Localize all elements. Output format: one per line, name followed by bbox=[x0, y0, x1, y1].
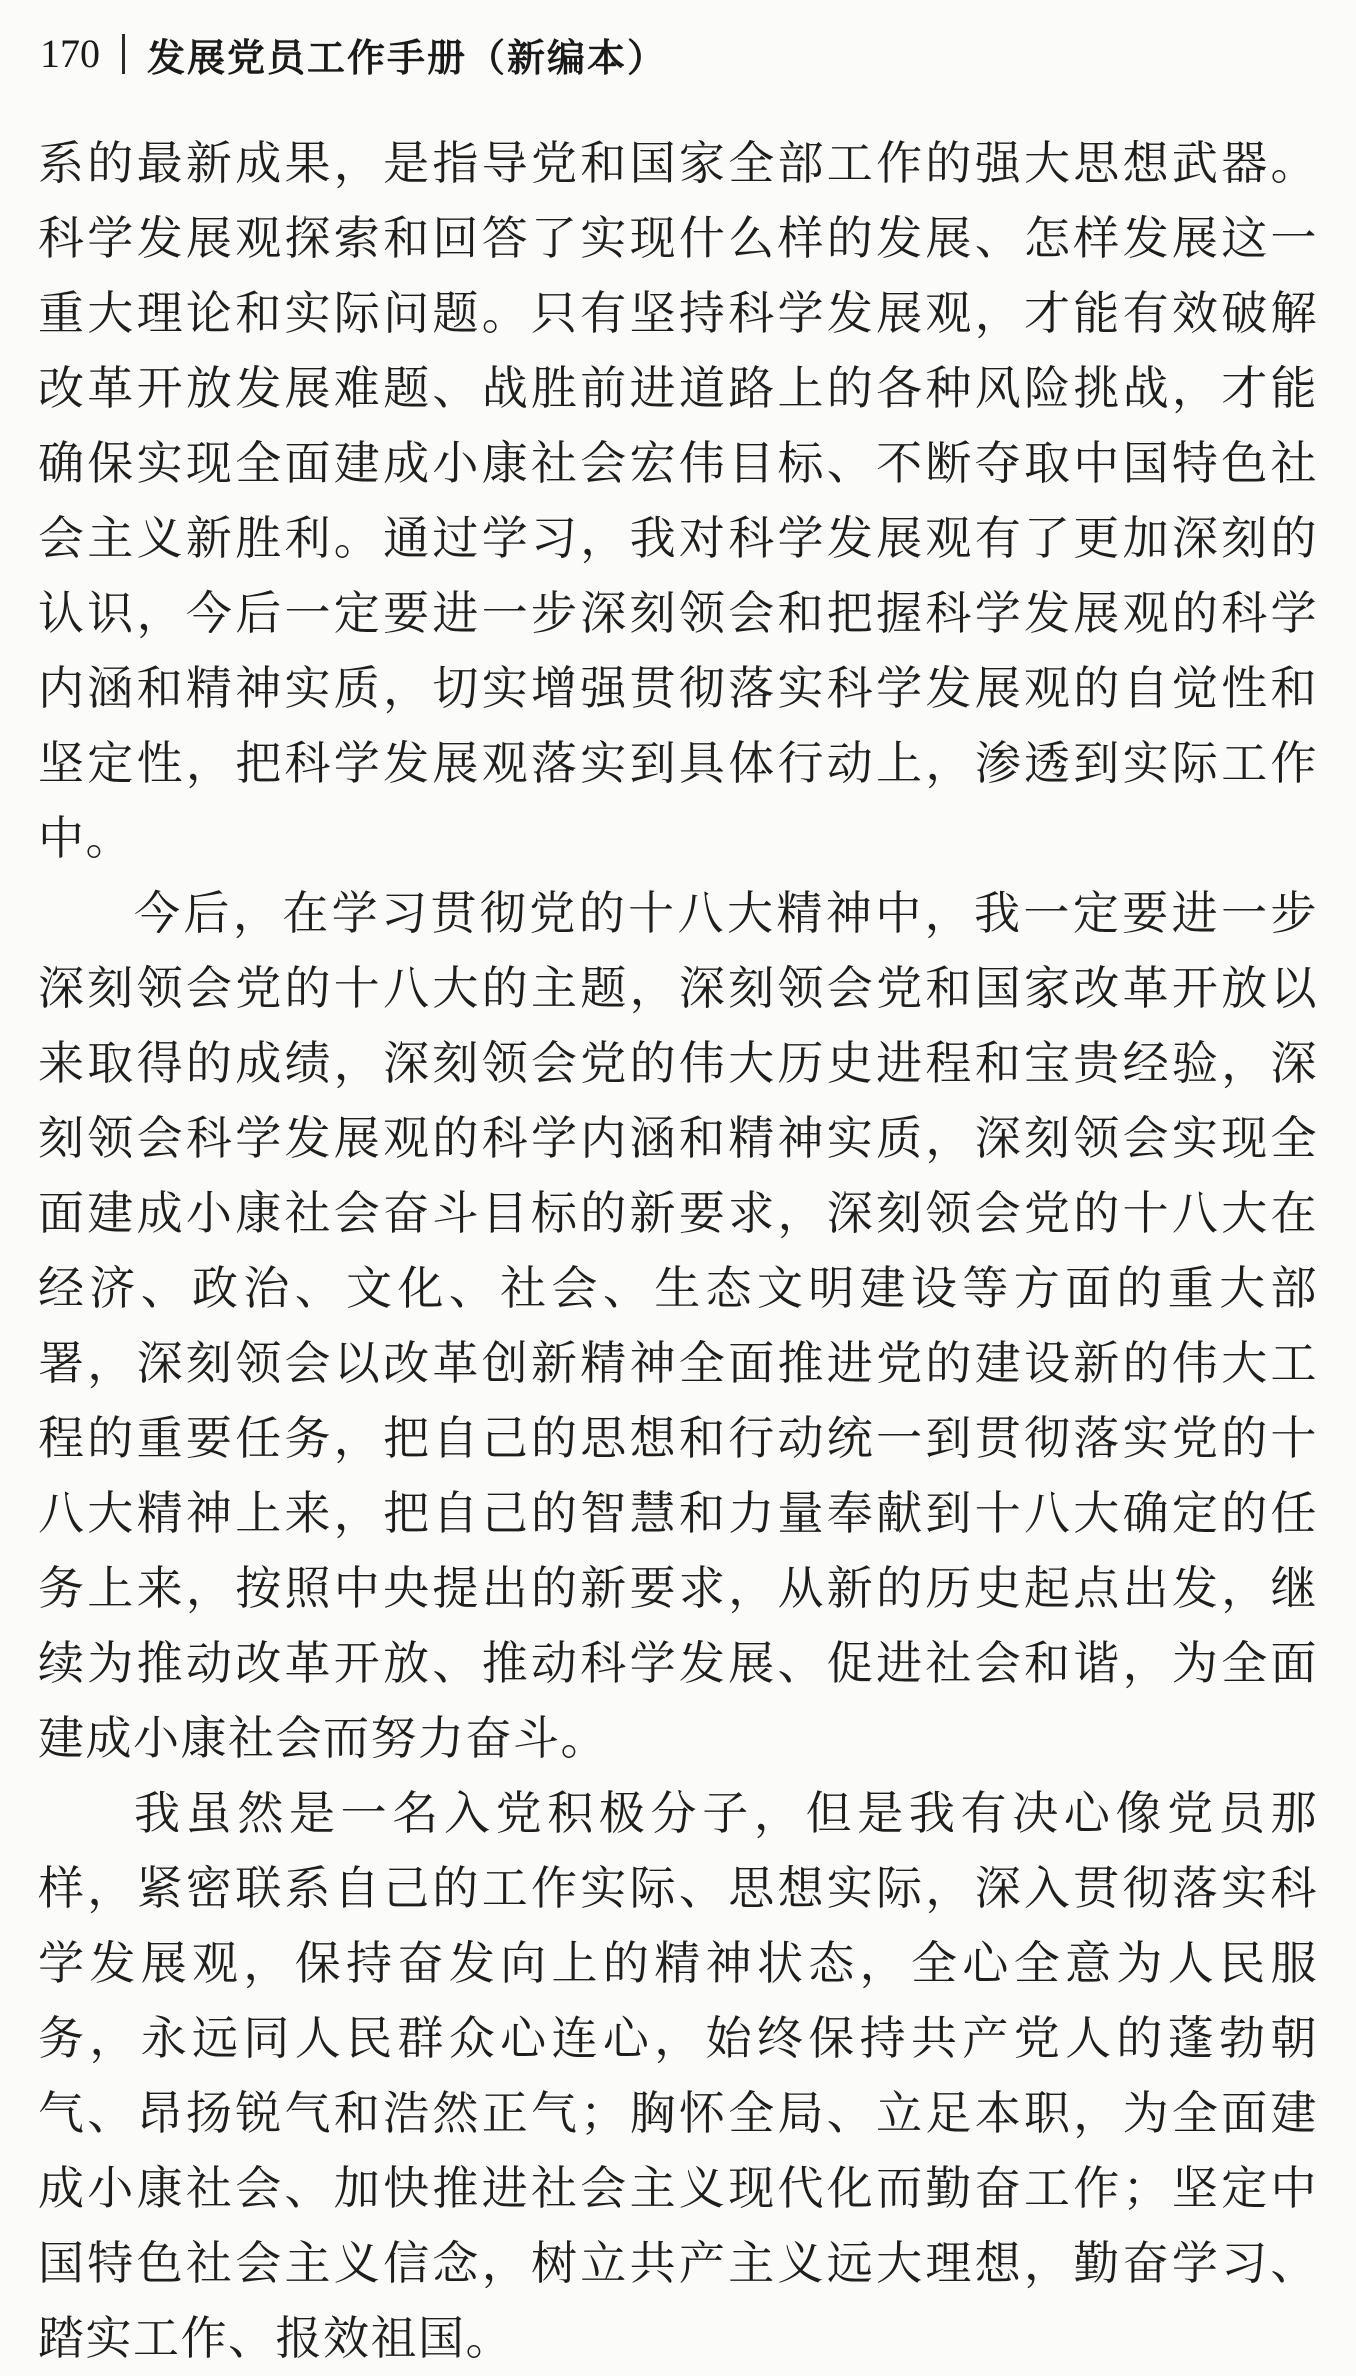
header-divider bbox=[122, 34, 125, 74]
paragraph-continued: 系的最新成果，是指导党和国家全部工作的强大思想武器。科学发展观探索和回答了实现什么样的发展、怎样发展这一重大理论和实际问题。只有坚持科学发展观，才能有效破解改革开放发展难题、战胜前进道路上的各种风险挑战，才能确保实现全面建成小康社会宏伟目标、不断夺取中国特色社会主义新胜利。通过学习，我对科学发展观有了更加深刻的认识，今后一定要进一步深刻领会和把握科学发展观的科学内涵和精神实质，切实增强贯彻落实科学发展观的自觉性和坚定性，把科学发展观落实到具体行动上，渗透到实际工作中。 bbox=[38, 136, 1318, 865]
book-title: 发展党员工作手册（新编本） bbox=[147, 35, 668, 80]
page-number: 170 bbox=[40, 31, 100, 76]
paragraph-activist-resolve: 我虽然是一名入党积极分子，但是我有决心像党员那样，紧密联系自己的工作实际、思想实际，深入贯彻落实科学发展观，保持奋发向上的精神状态，全心全意为人民服务，永远同人民群众心连心，始终保持共产党人的蓬勃朝气、昂扬锐气和浩然正气；胸怀全局、立足本职，为全面建成小康社会、加快推进社会主义现代化而勤奋工作；坚定中国特色社会主义信念，树立共产主义远大理想，勤奋学习、踏实工作、报效祖国。 bbox=[38, 1786, 1318, 2365]
running-head bbox=[40, 18, 667, 90]
paragraph-eighteenth-congress: 今后，在学习贯彻党的十八大精神中，我一定要进一步深刻领会党的十八大的主题，深刻领会党和国家改革开放以来取得的成绩，深刻领会党的伟大历史进程和宝贵经验，深刻领会科学发展观的科学内涵和精神实质，深刻领会实现全面建成小康社会奋斗目标的新要求，深刻领会党的十八大在经济、政治、文化、社会、生态文明建设等方面的重大部署，深刻领会以改革创新精神全面推进党的建设新的伟大工程的重要任务，把自己的思想和行动统一到贯彻落实党的十八大精神上来，把自己的智慧和力量奉献到十八大确定的任务上来，按照中央提出的新要求，从新的历史起点出发，继续为推动改革开放、推动科学发展、促进社会和谐，为全面建成小康社会而努力奋斗。 bbox=[38, 886, 1318, 1765]
body-text bbox=[38, 126, 1318, 2376]
